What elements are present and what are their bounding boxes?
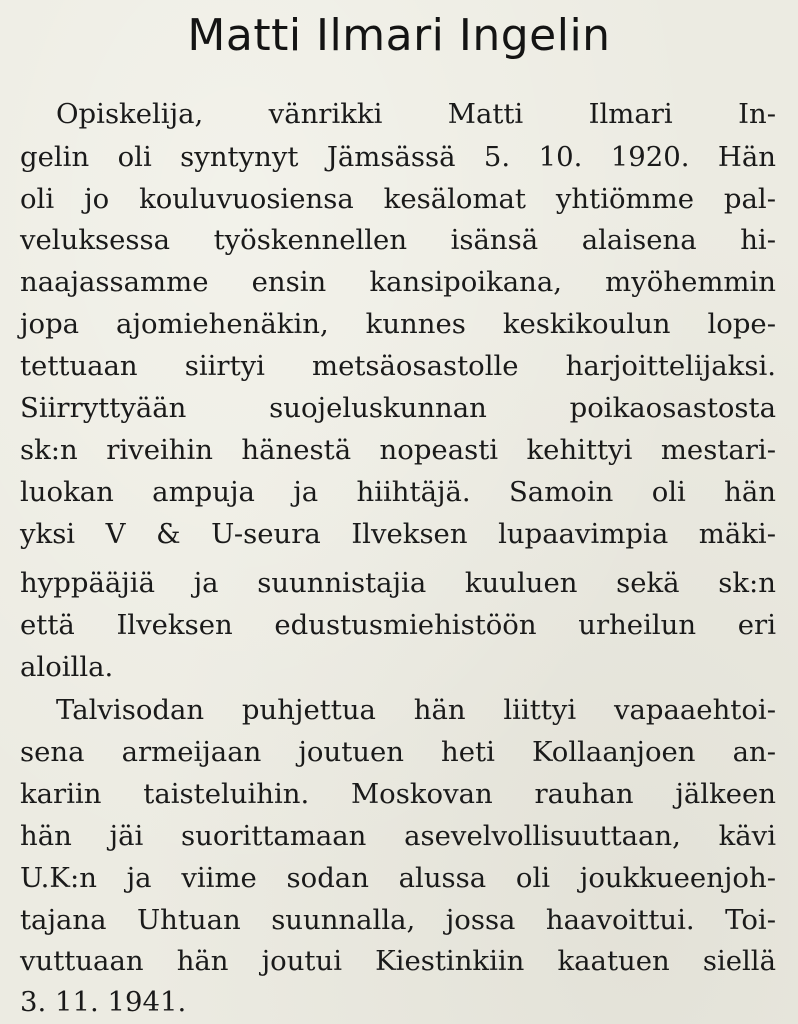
text-line: Opiskelija, vänrikki Matti Ilmari In-: [56, 98, 776, 130]
document-title: Matti Ilmari Ingelin: [187, 10, 611, 61]
text-line: gelin oli syntynyt Jämsässä 5. 10. 1920. Hän: [20, 141, 776, 173]
text-line: hyppääjiä ja suunnistajia kuuluen sekä sk:n: [20, 567, 776, 599]
text-line: Siirryttyään suojeluskunnan poikaosastosta: [20, 392, 776, 424]
text-line: 3. 11. 1941.: [20, 986, 187, 1018]
text-line: tajana Uhtuan suunnalla, jossa haavoittui. Toi-: [20, 904, 776, 936]
text-line: sena armeijaan joutuen heti Kollaanjoen an-: [20, 736, 776, 768]
text-line: sk:n riveihin hänestä nopeasti kehittyi mestari-: [20, 434, 776, 466]
text-line: aloilla.: [20, 651, 114, 683]
text-line: Talvisodan puhjettua hän liittyi vapaaehtoi-: [56, 694, 776, 726]
text-line: veluksessa työskennellen isänsä alaisena hi-: [20, 224, 776, 256]
text-line: luokan ampuja ja hiihtäjä. Samoin oli hän: [20, 476, 776, 508]
text-line: tettuaan siirtyi metsäosastolle harjoittelijaksi.: [20, 350, 776, 382]
text-line: kariin taisteluihin. Moskovan rauhan jälkeen: [20, 778, 776, 810]
text-line: naajassamme ensin kansipoikana, myöhemmin: [20, 266, 776, 298]
text-line: oli jo kouluvuosiensa kesälomat yhtiömme pal-: [20, 183, 776, 215]
text-line: yksi V & U-seura Ilveksen lupaavimpia mäki-: [20, 518, 776, 550]
text-line: vuttuaan hän joutui Kiestinkiin kaatuen siellä: [20, 945, 776, 977]
text-line: hän jäi suorittamaan asevelvollisuuttaan, kävi: [20, 820, 776, 852]
text-line: että Ilveksen edustusmiehistöön urheilun eri: [20, 609, 776, 641]
text-line: U.K:n ja viime sodan alussa oli joukkueenjoh-: [20, 862, 776, 894]
text-line: jopa ajomiehenäkin, kunnes keskikoulun lope-: [20, 308, 776, 340]
